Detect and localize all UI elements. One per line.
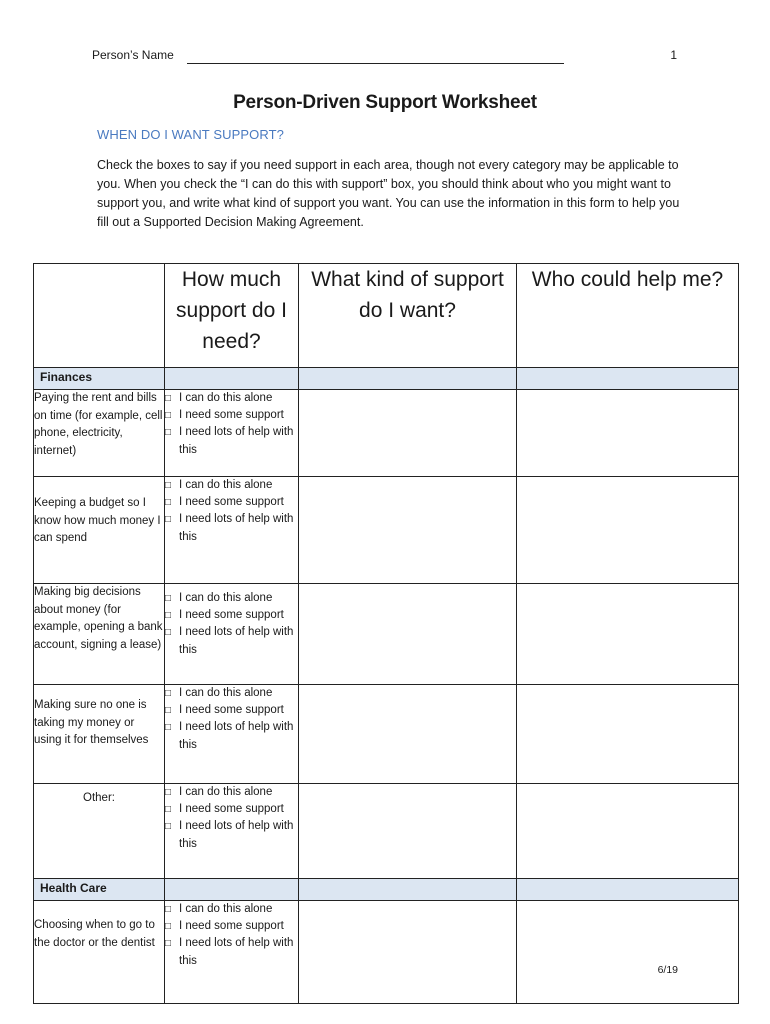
what-kind-support-cell[interactable] xyxy=(299,685,517,784)
section-fill xyxy=(517,368,739,390)
checkbox-icon[interactable]: □ xyxy=(165,497,172,509)
option-alone[interactable]: □ I can do this alone xyxy=(165,590,298,607)
what-kind-support-cell[interactable] xyxy=(299,390,517,477)
option-alone[interactable]: □ I can do this alone xyxy=(165,784,298,801)
header-empty xyxy=(34,264,165,368)
section-fill xyxy=(165,879,299,901)
page-number: 1 xyxy=(670,48,677,62)
checkbox-icon[interactable]: □ xyxy=(165,938,172,950)
table-row xyxy=(34,584,739,685)
checkbox-icon[interactable]: □ xyxy=(165,705,172,717)
checkbox-icon[interactable]: □ xyxy=(165,627,172,639)
checkbox-icon[interactable]: □ xyxy=(165,410,172,422)
task-label-other: Other: xyxy=(34,784,165,879)
option-some-support[interactable]: □ I need some support xyxy=(165,918,298,935)
table-row xyxy=(34,901,739,1004)
option-lots-of-help[interactable]: □ I need lots of help with this xyxy=(165,719,298,753)
table-header-row xyxy=(34,264,739,368)
what-kind-support-cell[interactable] xyxy=(299,477,517,584)
section-fill xyxy=(517,879,739,901)
support-options xyxy=(165,584,299,685)
who-could-help-cell[interactable] xyxy=(517,390,739,477)
table-row xyxy=(34,784,739,879)
option-lots-of-help[interactable]: □ I need lots of help with this xyxy=(165,935,298,969)
section-row-finances xyxy=(34,368,739,390)
who-could-help-cell[interactable] xyxy=(517,477,739,584)
option-some-support[interactable]: □ I need some support xyxy=(165,407,298,424)
header-how-much-support: How much support do I need? xyxy=(165,264,299,368)
task-label: Choosing when to go to the doctor or the dentist xyxy=(34,901,165,1004)
checkbox-icon[interactable]: □ xyxy=(165,821,172,833)
intro-paragraph: Check the boxes to say if you need support in each area, though not every category may be applicable to you. When you check the “I can do this with support” box, you should think about who you might want to support you, and write what kind of support you want. You can use the information in this form to help you fill out a Supported Decision Making Agreement. xyxy=(97,158,680,229)
section-label: Health Care xyxy=(34,879,165,901)
section-label: Finances xyxy=(34,368,165,390)
support-worksheet-table xyxy=(33,263,739,1004)
checkbox-icon[interactable]: □ xyxy=(165,514,172,526)
option-lots-of-help[interactable]: □ I need lots of help with this xyxy=(165,424,298,458)
task-label: Making sure no one is taking my money or using it for themselves xyxy=(34,685,165,784)
table-row xyxy=(34,390,739,477)
option-lots-of-help[interactable]: □ I need lots of help with this xyxy=(165,511,298,545)
support-options xyxy=(165,901,299,1004)
option-some-support[interactable]: □ I need some support xyxy=(165,702,298,719)
support-options xyxy=(165,685,299,784)
what-kind-support-cell[interactable] xyxy=(299,901,517,1004)
header-what-kind-support: What kind of support do I want? xyxy=(299,264,517,368)
option-some-support[interactable]: □ I need some support xyxy=(165,607,298,624)
checkbox-icon[interactable]: □ xyxy=(165,593,172,604)
option-lots-of-help[interactable]: □ I need lots of help with this xyxy=(165,818,298,852)
task-label: Paying the rent and bills on time (for example, cell phone, electricity, internet) xyxy=(34,390,165,477)
who-could-help-cell[interactable] xyxy=(517,685,739,784)
what-kind-support-cell[interactable] xyxy=(299,784,517,879)
option-lots-of-help[interactable]: □ I need lots of help with this xyxy=(165,624,298,658)
checkbox-icon[interactable]: □ xyxy=(165,722,172,734)
checkbox-icon[interactable]: □ xyxy=(165,610,172,622)
option-alone[interactable]: □ I can do this alone xyxy=(165,477,298,494)
option-some-support[interactable]: □ I need some support xyxy=(165,801,298,818)
support-options xyxy=(165,784,299,879)
option-alone[interactable]: □ I can do this alone xyxy=(165,901,298,918)
support-options xyxy=(165,390,299,477)
task-label: Keeping a budget so I know how much money I can spend xyxy=(34,477,165,584)
checkbox-icon[interactable]: □ xyxy=(165,480,172,491)
option-some-support[interactable]: □ I need some support xyxy=(165,494,298,511)
checkbox-icon[interactable]: □ xyxy=(165,393,172,404)
checkbox-icon[interactable]: □ xyxy=(165,787,172,798)
support-options xyxy=(165,477,299,584)
footer-date: 6/19 xyxy=(657,964,678,976)
checkbox-icon[interactable]: □ xyxy=(165,904,172,915)
section-fill xyxy=(165,368,299,390)
section-fill xyxy=(299,368,517,390)
section-row-health-care xyxy=(34,879,739,901)
page-header xyxy=(92,48,682,68)
who-could-help-cell[interactable] xyxy=(517,901,739,1004)
who-could-help-cell[interactable] xyxy=(517,584,739,685)
checkbox-icon[interactable]: □ xyxy=(165,804,172,816)
option-alone[interactable]: □ I can do this alone xyxy=(165,685,298,702)
header-who-could-help: Who could help me? xyxy=(517,264,739,368)
what-kind-support-cell[interactable] xyxy=(299,584,517,685)
section-subheading: WHEN DO I WANT SUPPORT? xyxy=(97,127,284,142)
who-could-help-cell[interactable] xyxy=(517,784,739,879)
task-label: Making big decisions about money (for example, opening a bank account, signing a lease) xyxy=(34,584,165,685)
persons-name-label: Person’s Name xyxy=(92,48,174,62)
option-alone[interactable]: □ I can do this alone xyxy=(165,390,298,407)
checkbox-icon[interactable]: □ xyxy=(165,427,172,439)
persons-name-field[interactable] xyxy=(187,63,564,64)
checkbox-icon[interactable]: □ xyxy=(165,688,172,699)
section-fill xyxy=(299,879,517,901)
table-row xyxy=(34,685,739,784)
table-row xyxy=(34,477,739,584)
page-title: Person-Driven Support Worksheet xyxy=(233,92,537,113)
checkbox-icon[interactable]: □ xyxy=(165,921,172,933)
